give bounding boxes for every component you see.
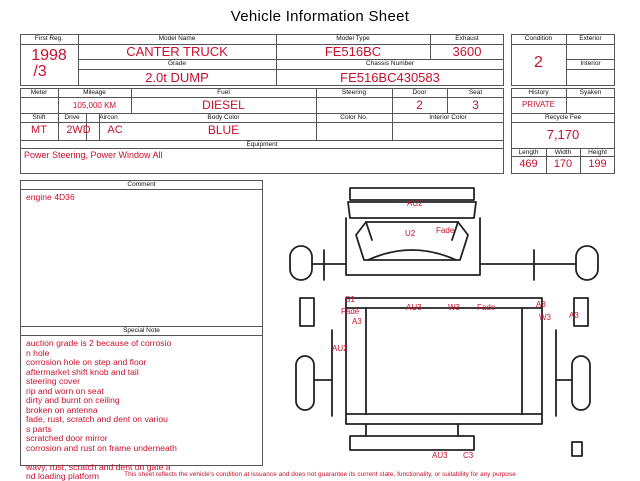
special-note-line: dirty and burnt on ceiling [26, 395, 120, 405]
damage-mark: Fade [341, 307, 360, 316]
cab-roof-curve [368, 250, 456, 260]
chassis-number-label: Chassis Number [365, 60, 415, 67]
interior-label: Interior [580, 60, 601, 67]
interior-color-label: Interior Color [429, 114, 467, 121]
first-reg-year: 1998 [31, 47, 67, 64]
condition-label: Condition [524, 35, 553, 42]
comment-text: engine 4D36 [26, 192, 75, 202]
special-note-line: broken on antenna [26, 404, 98, 415]
width-label: Width [554, 149, 572, 156]
damage-mark: Fade [436, 226, 455, 235]
model-name-value: CANTER TRUCK [126, 44, 228, 59]
model-type-label: Model Type [336, 35, 370, 42]
model-type-value: FE516BC [324, 44, 382, 59]
width-value: 170 [553, 158, 573, 170]
special-note-line: scratched door mirror [26, 433, 108, 443]
height-label: Height [588, 149, 607, 156]
steering-label: Steering [341, 89, 367, 96]
special-note-line: rip and worn on seat [26, 385, 104, 396]
seat-value: 3 [472, 98, 479, 112]
height-value: 199 [588, 158, 607, 170]
length-label: Length [518, 149, 539, 156]
rear-bumper-outline [350, 436, 474, 450]
seat-label: Seat [468, 89, 483, 96]
truck-damage-diagram [280, 180, 610, 472]
cab-outline [346, 218, 480, 275]
damage-mark: S1 [345, 295, 355, 304]
disclaimer-footer: This sheet reflects the vehicle's condition at issuance and does not guarantee its current state, functionality, or suitability for any purpose [124, 471, 516, 478]
aircon-value: AC [107, 124, 123, 136]
exterior-label: Exterior [579, 35, 602, 42]
history-value: PRIVATE [521, 100, 556, 109]
recycle-fee-value: 7,170 [546, 127, 580, 142]
cargo-bed-outline [346, 298, 542, 424]
shift-label: Shift [32, 114, 46, 121]
aircon-label: Aircon [99, 114, 118, 121]
drive-value: 2WD [66, 124, 91, 136]
rear-right-wheel [572, 356, 590, 410]
length-value: 469 [519, 158, 538, 170]
door-label: Door [412, 89, 427, 96]
syaken-label: Syaken [579, 89, 602, 96]
first-reg-month: /3 [33, 63, 47, 80]
color-no-label: Color No. [340, 114, 368, 121]
left-step [300, 298, 314, 326]
damage-mark: A3 [569, 311, 579, 320]
exhaust-value: 3600 [452, 44, 482, 59]
damage-mark: W3 [448, 303, 460, 312]
special-note-line: auction grade is 2 because of corrosio [26, 338, 172, 348]
special-note-line: corrosion and rust on frame underneath [26, 442, 177, 453]
damage-mark: AU2 [407, 199, 423, 208]
first-reg-label: First Reg. [34, 35, 64, 42]
mileage-label: Mileage [83, 89, 106, 96]
fuel-value: DIESEL [202, 98, 245, 112]
special-note-label: Special Note [123, 327, 160, 334]
damage-mark: U2 [405, 229, 416, 238]
chassis-number-value: FE516BC430583 [340, 70, 440, 85]
damage-mark: W3 [539, 313, 551, 322]
front-left-wheel [290, 246, 312, 280]
door-value: 2 [416, 98, 423, 112]
special-note-line: nd loading platform [26, 471, 100, 481]
equipment-label: Equipment [246, 141, 278, 148]
special-note-line: corrosion hole on step and floor [26, 357, 147, 367]
body-color-value: BLUE [207, 123, 240, 137]
damage-mark: A3 [352, 317, 362, 326]
equipment-value: Power Steering, Power Window All [24, 150, 163, 160]
model-name-label: Model Name [158, 35, 196, 42]
fuel-label: Fuel [217, 89, 230, 96]
grade-label: Grade [167, 60, 187, 67]
special-note-line: aftermarket shift knob and tail [26, 366, 139, 377]
special-note-line: s parts [26, 423, 52, 434]
body-color-label: Body Color [207, 114, 240, 121]
damage-mark: A3 [536, 300, 546, 309]
front-right-wheel [576, 246, 598, 280]
special-note-line: steering cover [26, 376, 80, 386]
damage-mark: AU2 [332, 344, 348, 353]
mileage-value: 105,000 KM [72, 101, 117, 110]
rear-left-wheel [296, 356, 314, 410]
comment-label: Comment [127, 181, 156, 188]
grade-value: 2.0t DUMP [145, 70, 209, 85]
drive-label: Drive [64, 114, 80, 121]
damage-mark: Fade [477, 303, 496, 312]
special-note-line: fade, rust, scratch and dent on variou [26, 414, 168, 424]
damage-mark: AU3 [406, 303, 422, 312]
damage-mark: C3 [463, 451, 474, 460]
meter-label: Meter [30, 89, 48, 96]
sheet-title: Vehicle Information Sheet [230, 8, 410, 25]
recycle-fee-label: Recycle Fee [544, 114, 582, 121]
history-label: History [528, 89, 549, 96]
special-note-line: wavy, rust, scratch and dent on gate a [26, 461, 171, 472]
shift-value: MT [31, 124, 47, 136]
condition-value: 2 [534, 54, 543, 71]
damage-mark: AU3 [432, 451, 448, 460]
exhaust-label: Exhaust [455, 35, 479, 42]
special-note-line: n hole [26, 347, 50, 358]
